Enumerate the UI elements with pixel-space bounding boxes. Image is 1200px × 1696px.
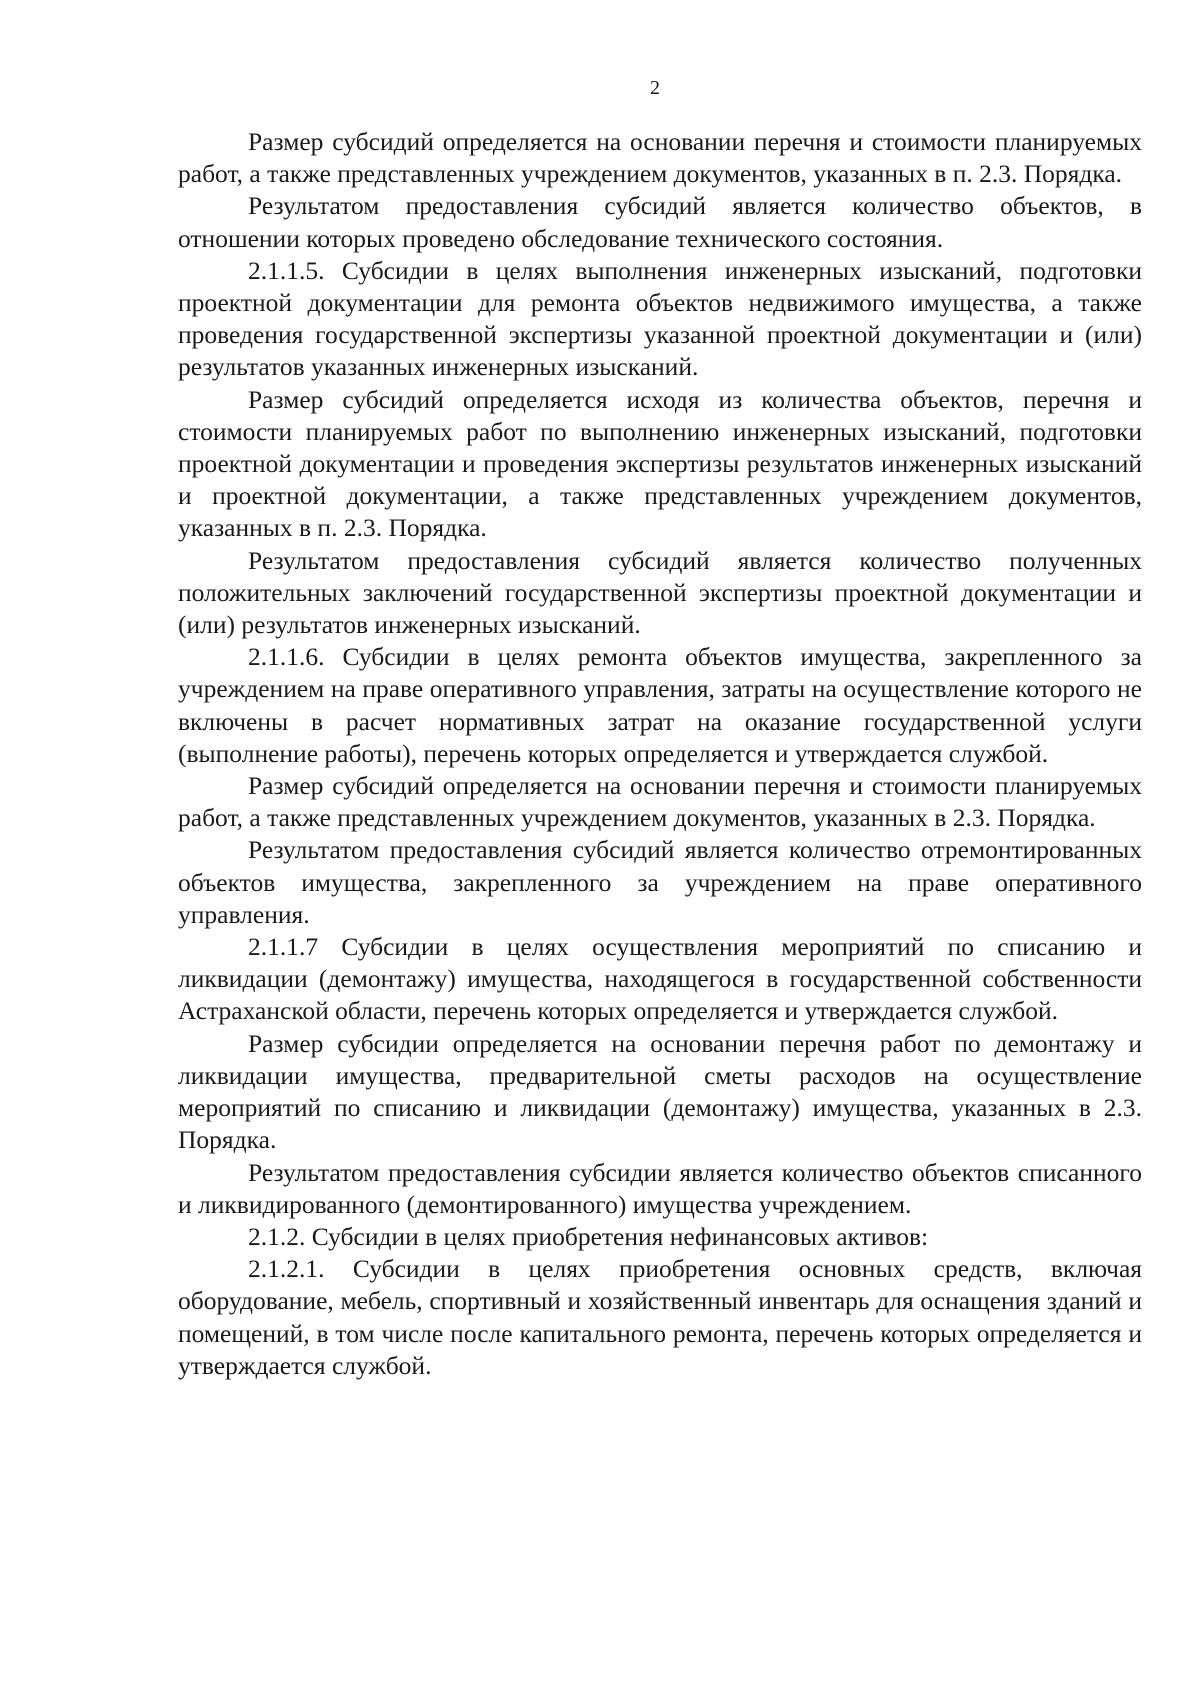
paragraph-2-1-1-7: 2.1.1.7 Субсидии в целях осуществления мероприятий по списанию и ликвидации (демонтажу) имущества, находящегося в государственной собственности Астраханской области, перечень которых определяется и утверждается службой.: [178, 932, 1142, 1026]
paragraph-2-1-1-5: 2.1.1.5. Субсидии в целях выполнения инженерных изысканий, подготовки проектной документации для ремонта объектов недвижимого имущества, а также проведения государственной экспертизы указанной проектной документации и (или) результатов указанных инженерных изысканий.: [178, 255, 1142, 382]
paragraph-result-repaired: Результатом предоставления субсидий является количество отремонтированных объектов имущества, закрепленного за учреждением на праве оперативного управления.: [178, 835, 1142, 929]
paragraph-result-liquidated: Результатом предоставления субсидии является количество объектов списанного и ликвидированного (демонтированного) имущества учреждением.: [178, 1157, 1142, 1219]
paragraph-subsidy-size-4: Размер субсидии определяется на основании перечня работ по демонтажу и ликвидации имущества, предварительной сметы расходов на осуществление мероприятий по списанию и ликвидации (демонтажу) имущества, указанных в 2.3. Порядка.: [178, 1028, 1142, 1155]
paragraph-2-1-2: 2.1.2. Субсидии в целях приобретения нефинансовых активов:: [248, 1221, 929, 1251]
paragraph-result-expertise: Результатом предоставления субсидий является количество полученных положительных заключений государственной экспертизы проектной документации и (или) результатов инженерных изысканий.: [178, 545, 1142, 640]
paragraph-subsidy-size-2: Размер субсидий определяется исходя из количества объектов, перечня и стоимости планируемых работ по выполнению инженерных изысканий, подготовки проектной документации и проведения экспертизы результатов инженерных изысканий и проектной документации, а также представленных учреждением документов, указанных в п. 2.3. Порядка.: [178, 384, 1142, 543]
paragraph-2-1-1-6: 2.1.1.6. Субсидии в целях ремонта объектов имущества, закрепленного за учреждением на праве оперативного управления, затраты на осуществление которого не включены в расчет нормативных затрат на оказание государственной услуги (выполнение работы), перечень которых определяется и утверждается службой.: [178, 642, 1142, 768]
page-number: 2: [650, 77, 660, 99]
paragraph-subsidy-size-3: Размер субсидий определяется на основании перечня и стоимости планируемых работ, а также представленных учреждением документов, указанных в 2.3. Порядка.: [178, 771, 1142, 833]
paragraph-subsidy-size-1: Размер субсидий определяется на основании перечня и стоимости планируемых работ, а также представленных учреждением документов, указанных в п. 2.3. Порядка.: [178, 127, 1142, 189]
document-body: [178, 126, 1142, 1382]
paragraph-result-inspection: Результатом предоставления субсидий является количество объектов, в отношении которых проведено обследование технического состояния.: [178, 191, 1142, 253]
paragraph-2-1-2-1: 2.1.2.1. Субсидии в целях приобретения основных средств, включая оборудование, мебель, спортивный и хозяйственный инвентарь для оснащения зданий и помещений, в том числе после капитального ремонта, перечень которых определяется и утверждается службой.: [178, 1254, 1142, 1380]
